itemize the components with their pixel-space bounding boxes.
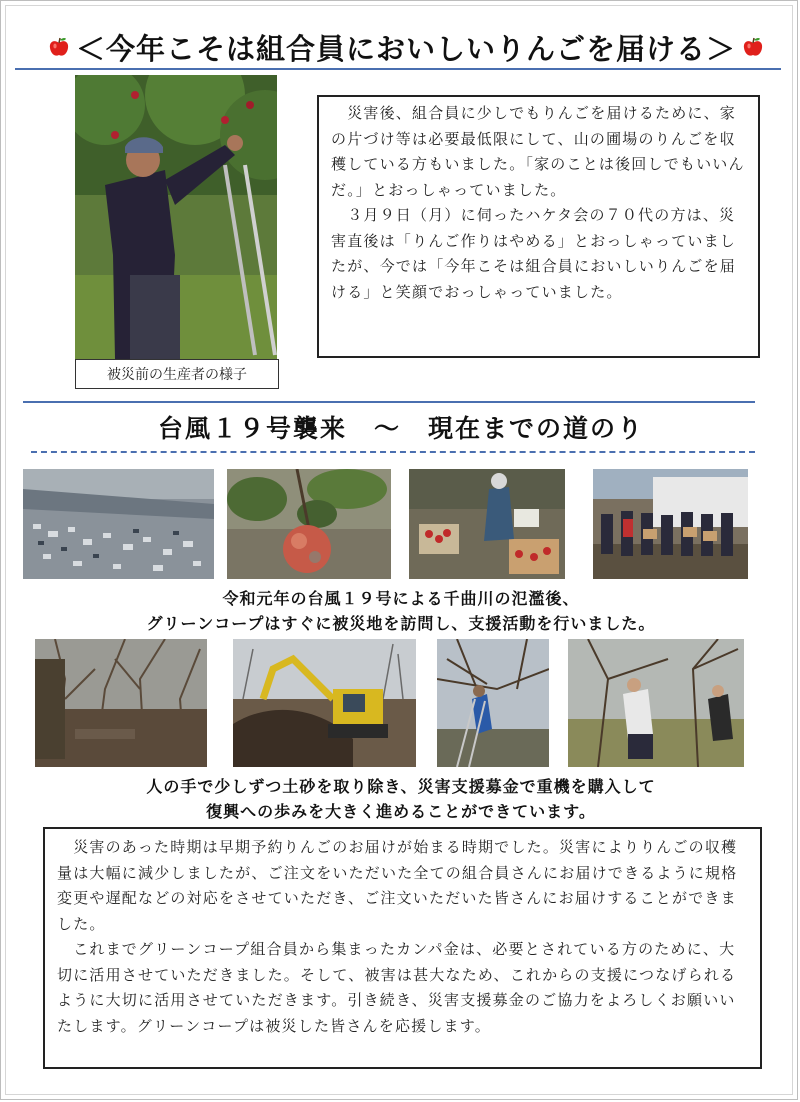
pruning-ladder-photo [437, 639, 549, 767]
volunteers-photo [593, 469, 748, 579]
section-title: 台風１９号襲来 ～ 現在までの道のり [157, 414, 644, 443]
harvest-work-photo [409, 469, 565, 579]
bottom-paragraph-1: 災害のあった時期は早期予約りんごのお届けが始まる時期でした。災害によりりんごの収穫量は大幅に減少しましたが、ご注文をいただいた全ての組合員さんにお届けできるように規格変更や遅配などの対応をさせていただき、ご注文いただいた皆さんにお届けすることができました。 [57, 838, 738, 933]
damaged-apple-photo [227, 469, 391, 579]
bottom-paragraph-2: これまでグリーンコープ組合員から集まったカンパ金は、必要とされている方のために、大切に活用させていただきました。そして、被害は甚大なため、これからの支援につなげられるように大切に活用させていただきます。引き続き、災害支援募金のご協力をよろしくお願いいたします。グリーンコープは被災した皆さんを応援します。 [57, 940, 737, 1035]
photo-caption [75, 359, 279, 389]
flood-aerial-photo [23, 469, 214, 579]
top-text-box [317, 95, 760, 358]
caption-1 [1, 586, 800, 636]
caption-1-line-2: グリーンコープはすぐに被災地を訪問し、支援活動を行いました。 [146, 614, 656, 633]
section-top-line [23, 401, 755, 403]
volunteers-pruning-photo [568, 639, 744, 767]
apple-icon [742, 36, 764, 58]
apple-icon [48, 36, 70, 58]
bottom-text-box [43, 827, 762, 1069]
top-paragraph-1: 災害後、組合員に少しでもりんごを届けるために、家の片づけ等は必要最低限にして、山の圃場のりんごを収穫している方もいました。「家のことは後回しでもいいんだ。」とおっしゃっていました。 [331, 104, 745, 199]
top-paragraph-2: ３月９日（月）に伺ったハケタ会の７０代の方は、災害直後は「りんご作りはやめる」とおっしゃっていましたが、今では「今年こそは組合員においしいりんごを届ける」と笑顔でおっしゃっていました。 [331, 206, 737, 301]
page-title: ＜今年こそは組合員においしいりんごを届ける＞ [75, 31, 736, 66]
section-dashed-line [31, 451, 755, 453]
orchard-sediment-photo [35, 639, 207, 767]
caption-2-line-1: 人の手で少しずつ土砂を取り除き、災害支援募金で重機を購入して [146, 777, 656, 796]
caption-2-line-2: 復興への歩みを大きく進めることができています。 [206, 802, 596, 821]
title-underline [15, 68, 781, 70]
photo-caption-text: 被災前の生産者の様子 [107, 367, 247, 383]
excavator-photo [233, 639, 416, 767]
caption-1-line-1: 令和元年の台風１９号による千曲川の氾濫後、 [222, 589, 580, 608]
caption-2 [1, 774, 800, 824]
title-row [41, 27, 771, 67]
farmer-photo [75, 75, 277, 359]
